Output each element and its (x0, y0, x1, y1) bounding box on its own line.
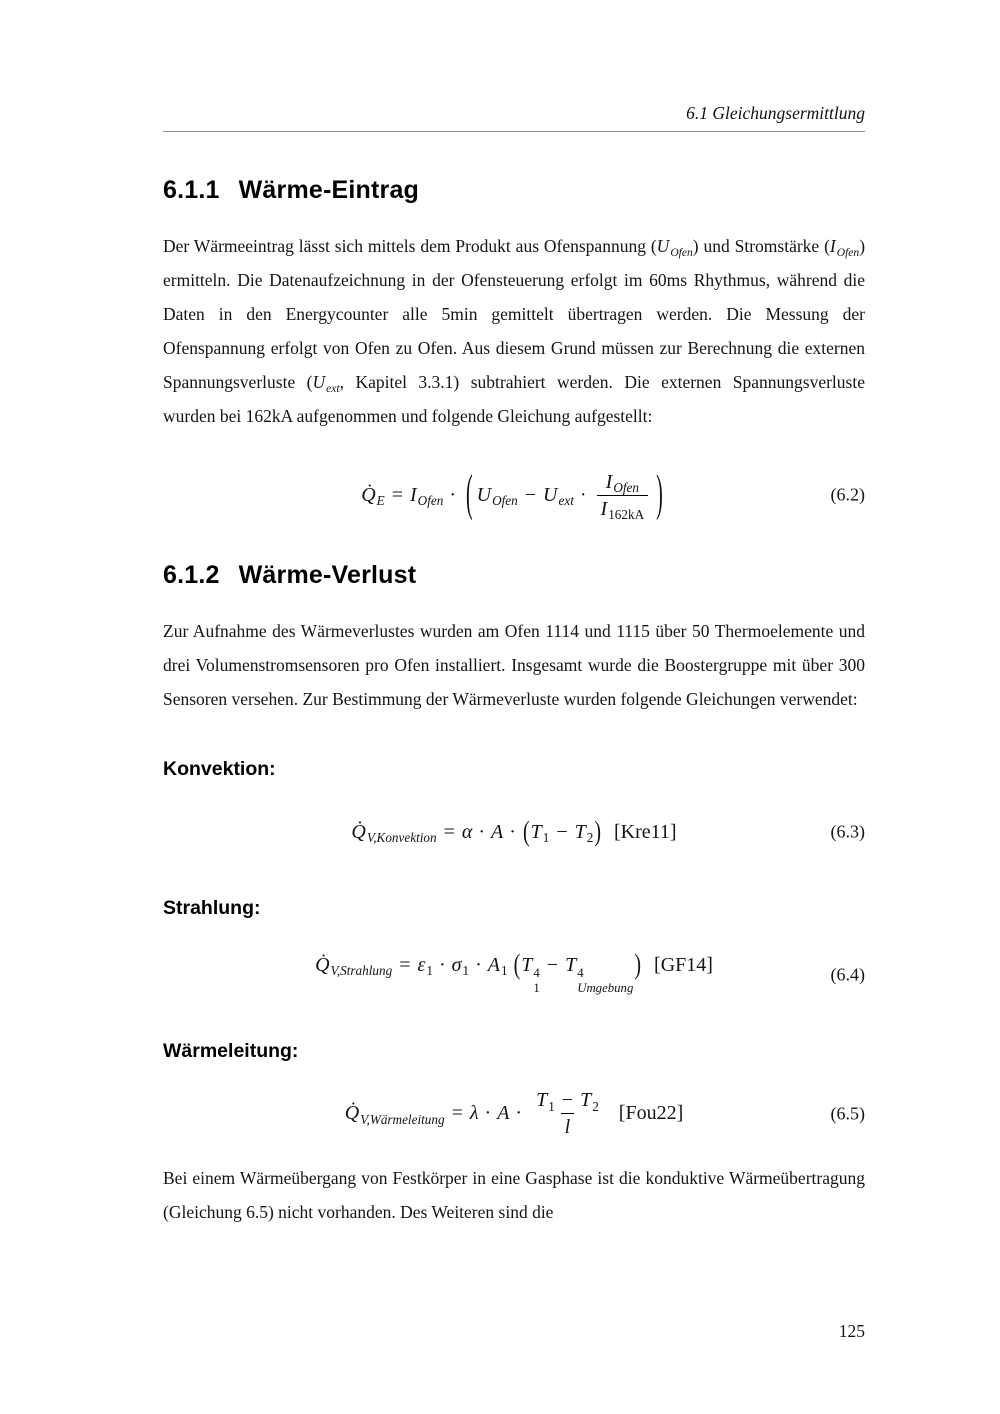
math-subscript: V,Wärmeleitung (360, 1111, 445, 1127)
text-segment: , Kapitel 3.3.1) subtrahiert werden. Die externen Spannungsverluste wurden bei 162kA aufgenommen und folgende Gleichung aufgestellt: (163, 372, 865, 426)
open-paren: ( (513, 948, 521, 981)
math-q-dot-waermeleitung (345, 1102, 445, 1125)
math-symbol: I (410, 483, 417, 506)
math-symbol: Q̇ (315, 954, 330, 976)
math-t1-pow4 (521, 954, 540, 996)
fraction-denominator (561, 1113, 575, 1140)
math-var-u-ext (313, 365, 340, 399)
equation-body (361, 465, 667, 522)
cdot-operator: · (478, 820, 486, 843)
minus-operator: − (546, 954, 559, 976)
subheading-konvektion: Konvektion: (163, 758, 276, 780)
math-subscript: Ofen (492, 492, 518, 508)
paragraph-closing: Bei einem Wärmeübergang von Festkörper in eine Gasphase ist die konduktive Wärmeübertragung (Gleichung 6.5) nicht vorhanden. Des Weiteren sind die (163, 1167, 865, 1222)
math-symbol: Q̇ (361, 483, 376, 506)
math-t2 (575, 821, 594, 844)
equation-body (345, 1087, 684, 1140)
text-segment: ) und Stromstärke ( (692, 236, 830, 256)
math-symbol: T (580, 1089, 592, 1112)
math-q-dot-strahlung (315, 954, 392, 977)
math-t1 (536, 1087, 555, 1113)
equation-6-5 (163, 1081, 865, 1147)
math-symbol: T (536, 1089, 548, 1112)
math-subscript: 1 (542, 829, 550, 845)
math-subscript: Ofen (417, 492, 444, 508)
equation-6-2 (163, 459, 865, 531)
minus-operator: − (556, 820, 568, 843)
math-alpha: α (461, 820, 473, 843)
close-paren: ) (594, 815, 601, 848)
math-q-dot-e (361, 484, 385, 507)
math-symbol: I (829, 236, 836, 256)
equation-6-3 (163, 815, 865, 849)
math-subscript: 1 (462, 963, 470, 979)
equation-body (315, 948, 713, 996)
math-u-ofen (477, 484, 518, 507)
math-area: A (497, 1102, 510, 1125)
open-paren: ( (522, 815, 530, 848)
math-subscript: E (376, 492, 385, 508)
paragraph-waerme-verlust: Zur Aufnahme des Wärmeverlustes wurden am Ofen 1114 und 1115 über 50 Thermoelemente und drei Volumenstromsensoren pro Ofen installiert. Insgesamt wurde die Boostergruppe mit über 300 Sensoren versehen. Zur Bestimmung der Wärmeverluste wurden folgende Gleichungen verwendet: (163, 621, 865, 709)
math-symbol: σ (451, 954, 462, 976)
equals-sign: = (443, 820, 455, 843)
equation-body (351, 815, 677, 848)
equals-sign: = (391, 483, 403, 506)
section-title: Wärme-Eintrag (238, 176, 420, 204)
math-q-dot-konvektion (351, 821, 436, 844)
math-subscript: V,Konvektion (366, 829, 437, 845)
math-symbol: I (605, 470, 613, 493)
math-subscript: 2 (592, 1098, 599, 1114)
fraction (597, 469, 649, 522)
fraction-numerator (532, 1087, 603, 1113)
equals-sign: = (451, 1102, 463, 1125)
math-symbol: U (656, 236, 670, 256)
math-symbol: I (600, 497, 608, 520)
math-symbol: T (530, 820, 542, 843)
equation-6-4 (163, 948, 865, 996)
cdot-operator: · (579, 483, 587, 506)
citation-fou22: [Fou22] (618, 1102, 684, 1125)
math-area: A (491, 820, 504, 843)
subheading-strahlung: Strahlung: (163, 897, 261, 919)
equation-number: (6.3) (830, 821, 865, 842)
fraction-numerator (602, 469, 643, 495)
math-sigma1 (452, 954, 469, 977)
math-symbol: Q̇ (344, 1102, 360, 1125)
equation-number: (6.4) (830, 964, 865, 985)
math-subscript: Ofen (836, 246, 860, 259)
cdot-operator: · (449, 483, 456, 506)
close-paren: ) (656, 465, 663, 522)
math-symbol: A (487, 954, 500, 976)
math-superscript: 4 (577, 966, 584, 981)
math-subscript: Umgebung (577, 981, 634, 996)
close-paren: ) (634, 948, 642, 981)
header-rule (163, 131, 865, 132)
subheading-waermeleitung: Wärmeleitung: (163, 1039, 299, 1062)
math-subscript: 1 (548, 1098, 555, 1114)
paragraph-waerme-eintrag (163, 229, 865, 433)
math-subscript: 162kA (608, 506, 645, 522)
fraction-denominator (597, 495, 649, 522)
math-subscript: V,Strahlung (330, 963, 393, 979)
cdot-operator: · (438, 954, 446, 976)
equation-number: (6.2) (830, 484, 865, 505)
cdot-operator: · (475, 954, 482, 976)
cdot-operator: · (484, 1102, 492, 1125)
math-symbol: Q̇ (351, 820, 366, 843)
minus-operator: − (524, 483, 537, 506)
math-symbol: U (476, 483, 492, 506)
text-segment: ) ermitteln. Die Datenaufzeichnung in der Ofensteuerung erfolgt im 60ms Rhythmus, während die Daten in den Energycounter alle 5min gemittelt übertragen werden. Die Messung der Ofenspannung erfolgt von Ofen zu Ofen. Aus diesem Grund müssen zur Berechnung die externen Spannungsverluste ( (163, 236, 866, 392)
math-t2 (580, 1087, 599, 1113)
open-paren: ( (465, 465, 473, 522)
math-symbol: l (564, 1116, 571, 1139)
section-number: 6.1.1 (163, 176, 220, 204)
citation-gf14: [GF14] (654, 954, 713, 976)
math-a1 (488, 954, 508, 977)
math-t1 (531, 821, 550, 844)
math-u-ext (543, 484, 574, 507)
math-var-u-ofen (657, 229, 693, 263)
math-symbol: T (521, 954, 533, 976)
section-heading-6-1-2 (163, 561, 865, 590)
math-subscript: ext (326, 382, 340, 395)
math-subscript: 2 (586, 829, 594, 845)
math-subscript: Ofen (670, 246, 693, 259)
equals-sign: = (399, 954, 411, 976)
running-header: 6.1 Gleichungsermittlung (686, 103, 865, 123)
math-symbol: T (565, 954, 577, 976)
text-segment: Der Wärmeeintrag lässt sich mittels dem Produkt aus Ofenspannung ( (163, 236, 657, 256)
math-symbol: T (574, 820, 586, 843)
math-supsub (577, 966, 633, 995)
math-symbol: U (543, 483, 558, 506)
fraction (532, 1087, 603, 1140)
math-subscript: Ofen (613, 479, 639, 495)
section-number: 6.1.2 (163, 561, 220, 589)
math-lambda: λ (469, 1102, 479, 1125)
math-subscript: 1 (501, 963, 508, 979)
math-subscript: ext (558, 492, 574, 508)
math-subscript: 1 (533, 981, 540, 996)
section-heading-6-1-1 (163, 176, 865, 205)
equation-number: (6.5) (830, 1103, 865, 1124)
section-title: Wärme-Verlust (238, 561, 417, 589)
math-symbol: ε (417, 954, 426, 976)
cdot-operator: · (509, 820, 516, 843)
minus-operator: − (561, 1089, 574, 1112)
citation-kre11: [Kre11] (614, 820, 677, 843)
math-i-ofen (410, 484, 443, 507)
math-epsilon1 (417, 954, 432, 977)
math-subscript: 1 (426, 963, 433, 979)
math-symbol: U (312, 372, 326, 392)
math-supsub (533, 966, 539, 995)
cdot-operator: · (515, 1102, 523, 1125)
page-number: 125 (838, 1321, 865, 1341)
math-t-umgebung-pow4 (565, 954, 633, 996)
math-superscript: 4 (533, 966, 540, 981)
math-var-i-ofen (830, 229, 859, 263)
